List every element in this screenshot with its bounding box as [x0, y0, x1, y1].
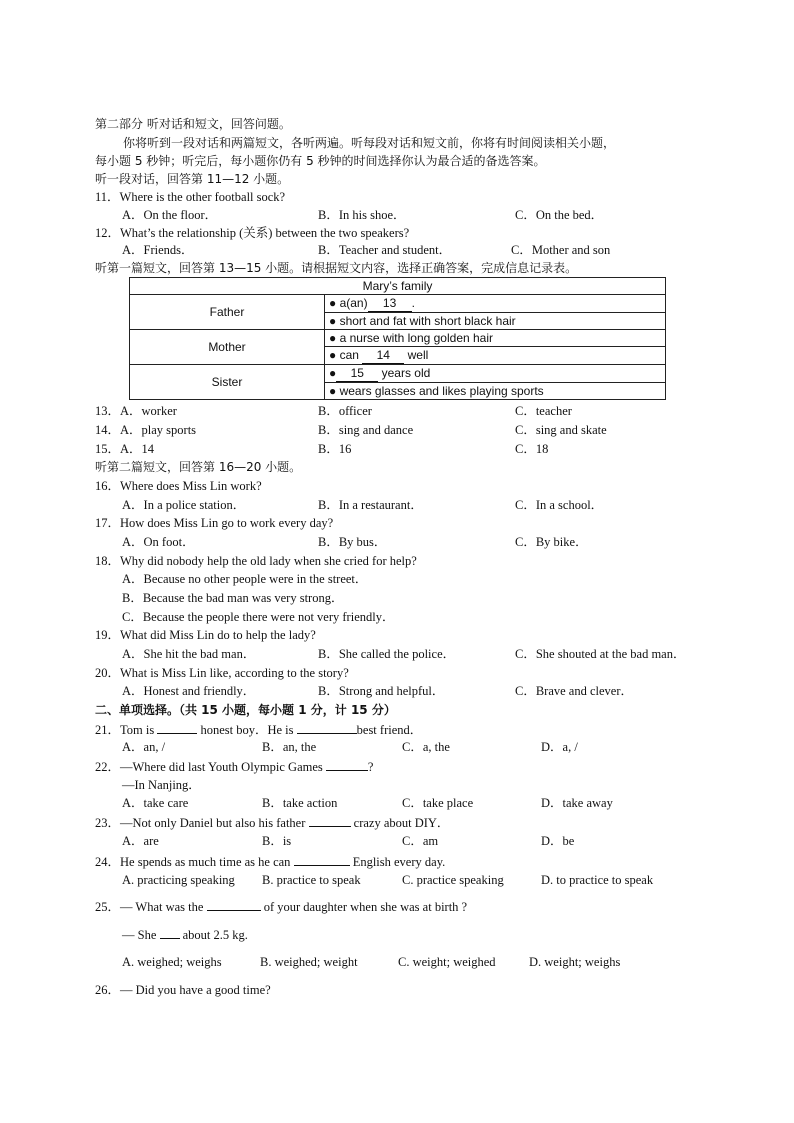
q25-option-a[interactable]: A. weighed; weighs [122, 955, 222, 969]
q16-option-c[interactable]: C．In a school． [515, 498, 604, 512]
q24-option-d[interactable]: D. to practice to speak [541, 873, 654, 887]
question-22: 22．—Where did last Youth Olympic Games ? [95, 760, 374, 774]
section-intro-line2: 每小题 5 秒钟；听完后，每小题你仍有 5 秒钟的时间选择你认为最合适的备选答案。 [95, 154, 546, 168]
q19-option-b[interactable]: B．She called the police． [318, 647, 456, 661]
question-24: 24．He spends as much time as he can English every day. [95, 855, 446, 869]
dialogue-heading: 听一段对话，回答第 11—12 小题。 [95, 172, 290, 186]
section-title: 第二部分 听对话和短文，回答问题。 [95, 117, 291, 131]
row-label-mother: Mother [130, 330, 325, 365]
q22-answer-line: —In Nanjing． [122, 778, 201, 792]
q20-option-a[interactable]: A．Honest and friendly． [122, 684, 256, 698]
mother-line2: ● can 14 well [325, 347, 666, 365]
q15-option-a[interactable]: 15．A．14 [95, 442, 155, 456]
mother-line1: ● a nurse with long golden hair [325, 330, 666, 347]
q22-option-c[interactable]: C．take place [402, 796, 474, 810]
q21-option-d[interactable]: D．a, / [541, 740, 578, 754]
q21-option-b[interactable]: B．an, the [262, 740, 317, 754]
q17-option-a[interactable]: A．On foot． [122, 535, 195, 549]
q21-blank-1[interactable] [157, 721, 197, 734]
marys-family-table [129, 277, 666, 400]
passage2-heading: 听第二篇短文，回答第 16—20 小题。 [95, 460, 302, 474]
q13-option-b[interactable]: B．officer [318, 404, 372, 418]
q22-option-b[interactable]: B．take action [262, 796, 338, 810]
q18-option-a[interactable]: A．Because no other people were in the street． [122, 572, 368, 586]
q17-option-c[interactable]: C．By bike． [515, 535, 588, 549]
sister-line1: ● 15 years old [325, 365, 666, 383]
q22-option-a[interactable]: A．take care [122, 796, 189, 810]
q15-option-b[interactable]: B．16 [318, 442, 352, 456]
question-16: 16．Where does Miss Lin work? [95, 479, 262, 493]
q19-option-a[interactable]: A．She hit the bad man． [122, 647, 256, 661]
q21-blank-2[interactable] [297, 721, 357, 734]
q14-option-b[interactable]: B．sing and dance [318, 423, 414, 437]
q22-blank[interactable] [326, 758, 368, 771]
q19-option-c[interactable]: C．She shouted at the bad man． [515, 647, 686, 661]
q12-option-a[interactable]: A．Friends． [122, 243, 194, 257]
part2-title: 二、单项选择。（共 15 小题，每小题 1 分，计 15 分） [95, 703, 396, 717]
q12-option-c[interactable]: C．Mother and son [511, 243, 611, 257]
q11-option-a[interactable]: A．On the floor． [122, 208, 218, 222]
q23-option-c[interactable]: C．am [402, 834, 439, 848]
q12-option-b[interactable]: B．Teacher and student． [318, 243, 452, 257]
father-line1: ● a(an) 13 . [325, 295, 666, 313]
q24-blank[interactable] [294, 853, 350, 866]
q14-option-c[interactable]: C．sing and skate [515, 423, 607, 437]
q25-option-b[interactable]: B. weighed; weight [260, 955, 358, 969]
q13-option-a[interactable]: 13．A．worker [95, 404, 177, 418]
question-20: 20．What is Miss Lin like, according to the story? [95, 666, 349, 680]
q13-option-c[interactable]: C．teacher [515, 404, 572, 418]
q14-option-a[interactable]: 14．A．play sports [95, 423, 197, 437]
q20-option-c[interactable]: C．Brave and clever． [515, 684, 634, 698]
q18-option-b[interactable]: B．Because the bad man was very strong． [122, 591, 344, 605]
q24-option-c[interactable]: C. practice speaking [402, 873, 504, 887]
table-caption: Mary’s family [130, 278, 666, 295]
blank-15[interactable]: 15 [336, 365, 378, 382]
sister-line2: ● wears glasses and likes playing sports [325, 383, 666, 400]
question-21: 21．Tom is honest boy．He is best friend． [95, 723, 423, 737]
question-17: 17．How does Miss Lin go to work every day? [95, 516, 334, 530]
q25-blank-1[interactable] [207, 898, 261, 911]
passage1-heading: 听第一篇短文，回答第 13—15 小题。请根据短文内容，选择正确答案，完成信息记录表。 [95, 261, 578, 275]
q23-option-b[interactable]: B．is [262, 834, 292, 848]
q11-option-c[interactable]: C．On the bed． [515, 208, 604, 222]
q25-option-c[interactable]: C. weight; weighed [398, 955, 496, 969]
question-23: 23．—Not only Daniel but also his father crazy about DIY． [95, 816, 450, 830]
question-11: 11．Where is the other football sock? [95, 190, 286, 204]
question-19: 19．What did Miss Lin do to help the lady? [95, 628, 316, 642]
blank-13[interactable]: 13 [368, 295, 412, 312]
question-25: 25．— What was the of your daughter when she was at birth ? [95, 900, 468, 914]
q11-option-b[interactable]: B．In his shoe． [318, 208, 406, 222]
q23-blank[interactable] [309, 814, 351, 827]
row-label-father: Father [130, 295, 325, 330]
question-12: 12．What’s the relationship (关系) between the two speakers? [95, 226, 410, 240]
q21-option-c[interactable]: C．a, the [402, 740, 450, 754]
question-18: 18．Why did nobody help the old lady when she cried for help? [95, 554, 417, 568]
q24-option-a[interactable]: A. practicing speaking [122, 873, 235, 887]
q18-option-c[interactable]: C．Because the people there were not very friendly． [122, 610, 395, 624]
section-intro-line1: 你将听到一段对话和两篇短文，各听两遍。听每段对话和短文前，你将有时间阅读相关小题， [123, 136, 616, 150]
q16-option-b[interactable]: B．In a restaurant． [318, 498, 423, 512]
question-26: 26．— Did you have a good time? [95, 983, 271, 997]
father-line2: ● short and fat with short black hair [325, 313, 666, 330]
q25-blank-2[interactable] [160, 926, 180, 939]
blank-14[interactable]: 14 [362, 347, 404, 364]
q21-option-a[interactable]: A．an, / [122, 740, 166, 754]
row-label-sister: Sister [130, 365, 325, 400]
q23-option-d[interactable]: D．be [541, 834, 575, 848]
q20-option-b[interactable]: B．Strong and helpful． [318, 684, 445, 698]
q17-option-b[interactable]: B．By bus． [318, 535, 387, 549]
q22-option-d[interactable]: D．take away [541, 796, 613, 810]
q23-option-a[interactable]: A．are [122, 834, 159, 848]
q15-option-c[interactable]: C．18 [515, 442, 549, 456]
q25-answer-line: — She about 2.5 kg. [122, 928, 248, 942]
q24-option-b[interactable]: B. practice to speak [262, 873, 361, 887]
q25-option-d[interactable]: D. weight; weighs [529, 955, 621, 969]
q16-option-a[interactable]: A．In a police station． [122, 498, 246, 512]
